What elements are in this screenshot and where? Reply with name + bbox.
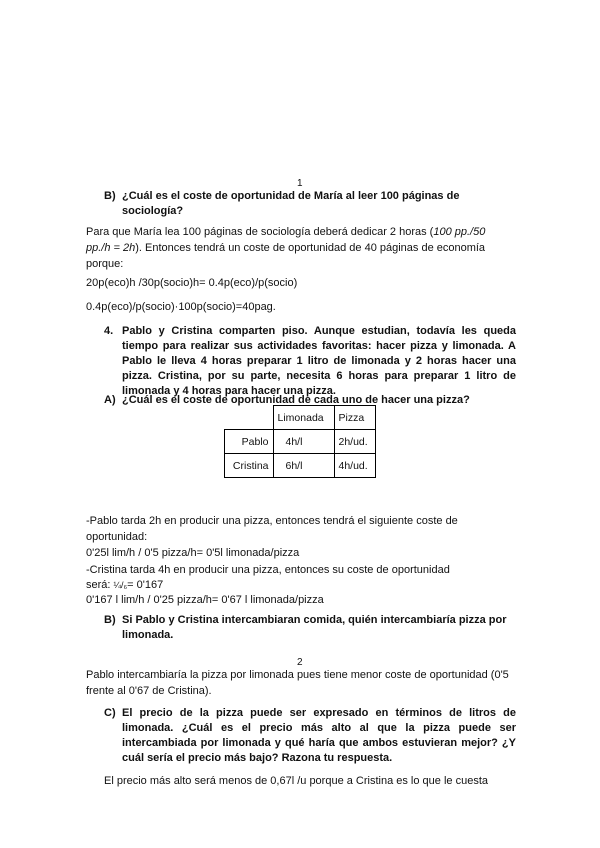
formula-2: 0.4p(eco)/p(socio)·100p(socio)=40pag. <box>86 301 276 313</box>
question-label: B) <box>104 190 116 202</box>
answer-line <box>86 240 556 256</box>
question-text: ¿Cuál es el coste de oportunidad de María al leer 100 páginas de <box>122 190 460 202</box>
pablo-line: oportunidad: <box>86 531 148 543</box>
question-text: limonada. <box>122 629 174 641</box>
question-label: C) <box>104 707 116 719</box>
table-cell: 4h/l <box>273 430 334 454</box>
question-4 <box>104 324 516 399</box>
question-b1 <box>104 189 524 221</box>
table-row <box>225 454 376 478</box>
table-header-cell: Pizza <box>334 406 376 430</box>
page-number: 2 <box>297 657 303 668</box>
cristina-text: = 0'167 <box>127 579 164 591</box>
time-table <box>224 405 376 478</box>
cristina-paragraph <box>86 562 556 608</box>
answer-line <box>86 224 556 240</box>
answer-paragraph-3: El precio más alto será menos de 0,67l /u porque a Cristina es lo que le cuesta <box>104 775 488 787</box>
question-line: El precio de la pizza puede ser expresado en términos de litros de <box>122 707 516 719</box>
question-line: Pablo y Cristina comparten piso. Aunque estudian, todavía les queda <box>122 325 516 337</box>
question-c <box>104 706 516 766</box>
answer-text: ). Entonces tendrá un coste de oportunidad de 40 páginas de economía <box>135 242 486 254</box>
answer-paragraph-2 <box>86 667 566 699</box>
cristina-line: -Cristina tarda 4h en producir una pizza, entonces su coste de oportunidad <box>86 564 450 576</box>
answer-line: porque: <box>86 258 124 270</box>
pablo-line: 0'25l lim/h / 0'5 pizza/h= 0'5l limonada/pizza <box>86 547 300 559</box>
cristina-line: 0'167 l lim/h / 0'25 pizza/h= 0'67 l limonada/pizza <box>86 594 324 606</box>
pablo-line: -Pablo tarda 2h en producir una pizza, entonces tendrá el siguiente coste de <box>86 515 458 527</box>
question-line: tiempo para realizar sus actividades favoritas: hacer pizza y limonada. A <box>122 340 516 352</box>
question-line: limonada. ¿Cuál es el precio más alto al que la pizza puede ser <box>122 722 516 734</box>
question-b2 <box>104 613 524 645</box>
question-label: B) <box>104 614 116 626</box>
answer-text: Para que María lea 100 páginas de sociología deberá dedicar 2 horas ( <box>86 226 434 238</box>
answer-line: Pablo intercambiaría la pizza por limonada pues tiene menor coste de oportunidad (0'5 <box>86 669 509 681</box>
question-text: Si Pablo y Cristina intercambiaran comida, quién intercambiaría pizza por <box>122 614 507 626</box>
table-cell: 6h/l <box>273 454 334 478</box>
question-line: limonada y 4 horas para hacer una pizza. <box>122 385 336 397</box>
question-label: A) <box>104 394 116 406</box>
question-line: Pablo le lleva 4 horas preparar 1 litro de limonada y 2 horas hacer una <box>122 355 516 367</box>
table-row <box>225 430 376 454</box>
table-header-row <box>225 406 376 430</box>
table-header-cell: Limonada <box>273 406 334 430</box>
question-text: sociología? <box>122 205 184 217</box>
cristina-line <box>86 578 556 592</box>
table-cell: Pablo <box>225 430 274 454</box>
fraction: ¼/₆ <box>113 580 128 590</box>
formula-1: 20p(eco)h /30p(socio)h= 0.4p(eco)/p(socio) <box>86 277 298 289</box>
table-cell: 2h/ud. <box>334 430 376 454</box>
question-line: intercambiada por limonada y qué haría que ambos estuvieran mejor? ¿Y <box>122 737 516 749</box>
answer-paragraph-1 <box>86 224 556 272</box>
page-number: 1 <box>297 178 303 189</box>
answer-italic-text: 100 pp./50 <box>433 226 486 238</box>
table-cell: Cristina <box>225 454 274 478</box>
table-header-cell <box>225 406 274 430</box>
pablo-paragraph <box>86 513 556 561</box>
answer-italic-text: pp./h = 2h <box>86 242 136 254</box>
question-line: pizza. Cristina, por su parte, necesita 6 horas para preparar 1 litro de <box>122 370 516 382</box>
cristina-text: será: <box>86 579 114 591</box>
question-line: cuál sería el precio más bajo? Razona tu respuesta. <box>122 752 393 764</box>
answer-line: frente al 0'67 de Cristina). <box>86 685 212 697</box>
question-text: ¿Cuál es el coste de oportunidad de cada uno de hacer una pizza? <box>122 394 470 406</box>
table-cell: 4h/ud. <box>334 454 376 478</box>
question-number: 4. <box>104 325 114 337</box>
